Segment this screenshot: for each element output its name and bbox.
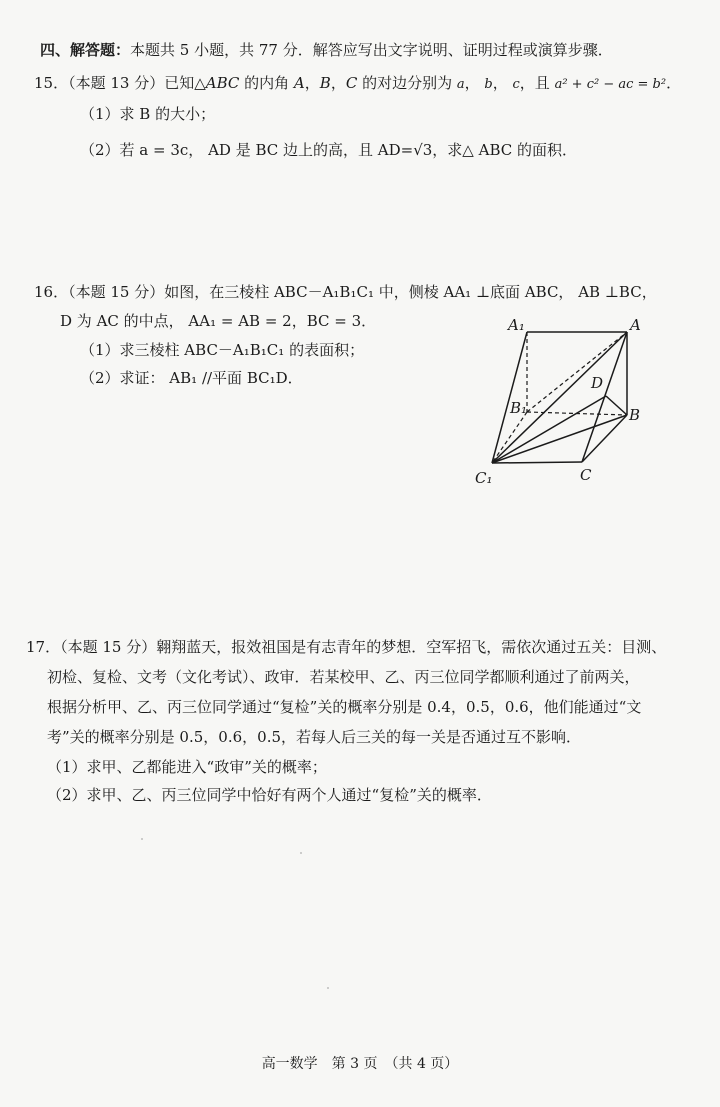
q15-text: A <box>293 74 305 92</box>
q16-part2: （2）求证： AB₁ //平面 BC₁D． <box>80 369 303 387</box>
label-b: B <box>629 406 641 424</box>
q15-stem <box>34 73 681 95</box>
q15-equation: a² + c² − ac = b² <box>554 77 667 92</box>
q15-text: ， <box>304 74 320 92</box>
section-intro: 本题共 5 小题，共 77 分．解答应写出文字说明、证明过程或演算步骤． <box>130 41 613 59</box>
label-b1: B₁ <box>510 399 528 417</box>
q15-text: ， <box>464 74 485 92</box>
label-c1: C₁ <box>475 469 493 487</box>
q15-text: C <box>345 74 358 92</box>
section-title: 四、解答题： <box>40 41 131 59</box>
q15-text: ，且 <box>519 74 555 92</box>
q15-text: 15．（本题 13 分）已知△ <box>34 74 206 92</box>
q15-text: B <box>319 74 331 92</box>
q16-stem: 16．（本题 15 分）如图，在三棱柱 ABC－A₁B₁C₁ 中，侧棱 AA₁ ⊥底面 ABC， AB ⊥BC， <box>34 283 657 301</box>
q16-stem-2: D 为 AC 的中点， AA₁ = AB = 2，BC = 3． <box>60 312 377 330</box>
q15-text: 的内角 <box>239 74 294 92</box>
q15-text: ， <box>330 74 346 92</box>
q15-text: ． <box>666 74 682 92</box>
scan-speck <box>327 987 329 989</box>
q15-text: b <box>484 77 493 92</box>
q15-text: 的对边分别为 <box>357 74 457 92</box>
page-footer: 高一数学 第 3 页 （共 4 页） <box>261 1056 459 1072</box>
section-heading <box>40 40 613 60</box>
q17-part1: （1）求甲、乙都能进入“政审”关的概率； <box>47 758 327 776</box>
edge-a1-c1 <box>492 332 527 463</box>
scan-speck <box>141 838 143 840</box>
edge-d-b <box>606 396 627 415</box>
label-d: D <box>591 374 604 392</box>
edge-b1-c1-hidden <box>492 412 527 463</box>
edge-b-c <box>582 415 627 462</box>
q17-part2: （2）求甲、乙、丙三位同学中恰好有两个人通过“复检”关的概率． <box>47 786 492 804</box>
q15-text: c <box>512 77 520 92</box>
q15-text: ABC <box>205 74 240 92</box>
edge-b1-a-hidden <box>527 332 627 412</box>
q15-text: a <box>456 77 465 92</box>
prism-figure <box>470 316 670 492</box>
q17-line4: 考”关的概率分别是 0.5，0.6，0.5，若每人后三关的每一关是否通过互不影响． <box>47 728 582 746</box>
q16-part1: （1）求三棱柱 ABC－A₁B₁C₁ 的表面积； <box>80 341 365 359</box>
label-a: A <box>630 316 641 334</box>
q15-part2: （2）若 a = 3c， AD 是 BC 边上的高，且 AD=√3，求△ ABC 的面积． <box>80 141 577 159</box>
q15-part1: （1）求 B 的大小； <box>80 105 216 123</box>
edge-c1-b <box>492 415 627 463</box>
scan-speck <box>300 852 302 854</box>
label-c: C <box>580 466 592 484</box>
label-a1: A₁ <box>508 316 525 334</box>
edge-c1-c <box>492 462 582 463</box>
q17-line1: 17．（本题 15 分）翱翔蓝天，报效祖国是有志青年的梦想．空军招飞，需依次通过五关：目测、 <box>26 638 667 656</box>
q17-line2: 初检、复检、文考（文化考试）、政审．若某校甲、乙、丙三位同学都顺利通过了前两关， <box>47 668 640 686</box>
q15-text: ， <box>492 74 513 92</box>
q17-line3: 根据分析甲、乙、丙三位同学通过“复检”关的概率分别是 0.4，0.5，0.6，他们能通过“文 <box>47 698 642 716</box>
